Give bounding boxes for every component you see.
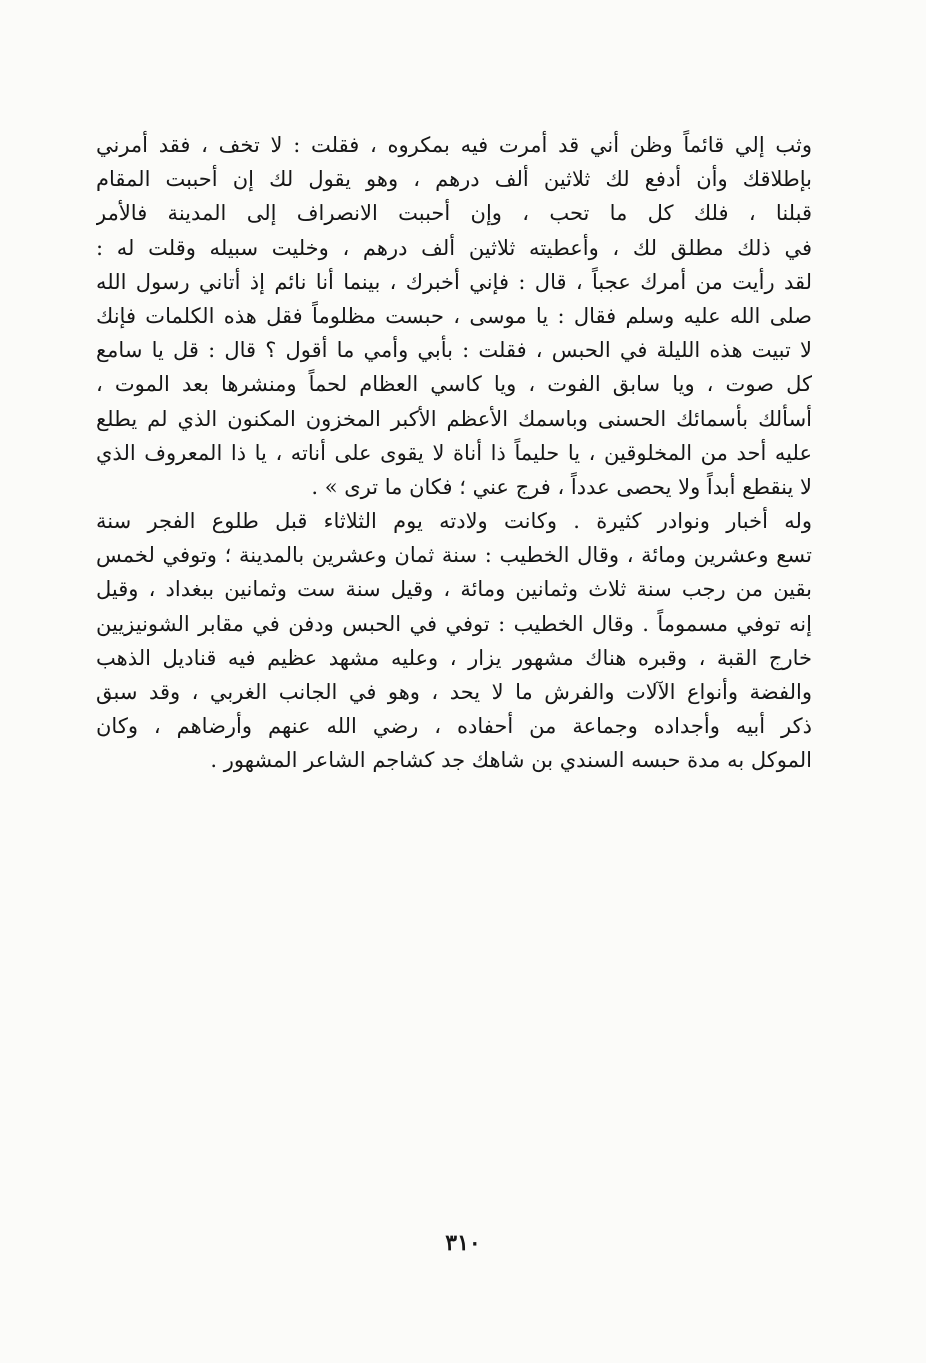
text-line: تسع وعشرين ومائة ، وقال الخطيب : سنة ثمان وعشرين بالمدينة ؛ وتوفي لخمس	[96, 543, 812, 568]
text-line: لا تبيت هذه الليلة في الحبس ، فقلت : بأبي وأمي ما أقول ؟ قال : قل يا سامع	[96, 338, 812, 363]
text-line: أسألك بأسمائك الحسنى وباسمك الأعظم الأكبر المخزون المكنون الذي لم يطلع	[96, 406, 812, 431]
page-number: ٣١٠	[445, 1230, 481, 1256]
text-line: بقين من رجب سنة ثلاث وثمانين ومائة ، وقيل سنة ست وثمانين ببغداد ، وقيل	[96, 577, 812, 602]
text-line: لا ينقطع أبداً ولا يحصى عدداً ، فرج عني ؛ فكان ما ترى » .	[311, 474, 812, 499]
text-line: ذكر أبيه وأجداده وجماعة من أحفاده ، رضي الله عنهم وأرضاهم ، وكان	[96, 714, 812, 739]
text-line: عليه أحد من المخلوقين ، يا حليماً ذا أناة لا يقوى على أناته ، يا ذا المعروف الذي	[96, 440, 812, 465]
text-line: خارج القبة ، وقبره هناك مشهور يزار ، وعليه مشهد عظيم فيه قناديل الذهب	[96, 645, 812, 670]
text-line: قبلنا ، فلك كل ما تحب ، وإن أحببت الانصراف إلى المدينة فالأمر	[96, 201, 812, 226]
body-text	[96, 128, 812, 778]
text-line: صلى الله عليه وسلم فقال : يا موسى ، حبست مظلوماً فقل هذه الكلمات فإنك	[96, 303, 812, 328]
text-line: وله أخبار ونوادر كثيرة . وكانت ولادته يوم الثلاثاء قبل طلوع الفجر سنة	[96, 509, 812, 534]
text-line: كل صوت ، ويا سابق الفوت ، ويا كاسي العظام لحماً ومنشرها بعد الموت ،	[96, 372, 812, 397]
text-line: لقد رأيت من أمرك عجباً ، قال : فإني أخبرك ، بينما أنا نائم إذ أتاني رسول الله	[96, 269, 812, 294]
text-line: وثب إلي قائماً وظن أني قد أمرت فيه بمكروه ، فقلت : لا تخف ، فقد أمرني	[96, 133, 812, 157]
text-line: إنه توفي مسموماً . وقال الخطيب : توفي في الحبس ودفن في مقابر الشونيزيين	[96, 611, 812, 636]
text-line: الموكل به مدة حبسه السندي بن شاهك جد كشاجم الشاعر المشهور .	[210, 748, 812, 773]
text-line: بإطلاقك وأن أدفع لك ثلاثين ألف درهم ، وهو يقول لك إن أحببت المقام	[96, 167, 812, 192]
text-line: في ذلك مطلق لك ، وأعطيته ثلاثين ألف درهم ، وخليت سبيله وقلت له :	[96, 235, 812, 260]
text-line: والفضة وأنواع الآلات والفرش ما لا يحد ، وهو في الجانب الغربي ، وقد سبق	[96, 680, 812, 704]
